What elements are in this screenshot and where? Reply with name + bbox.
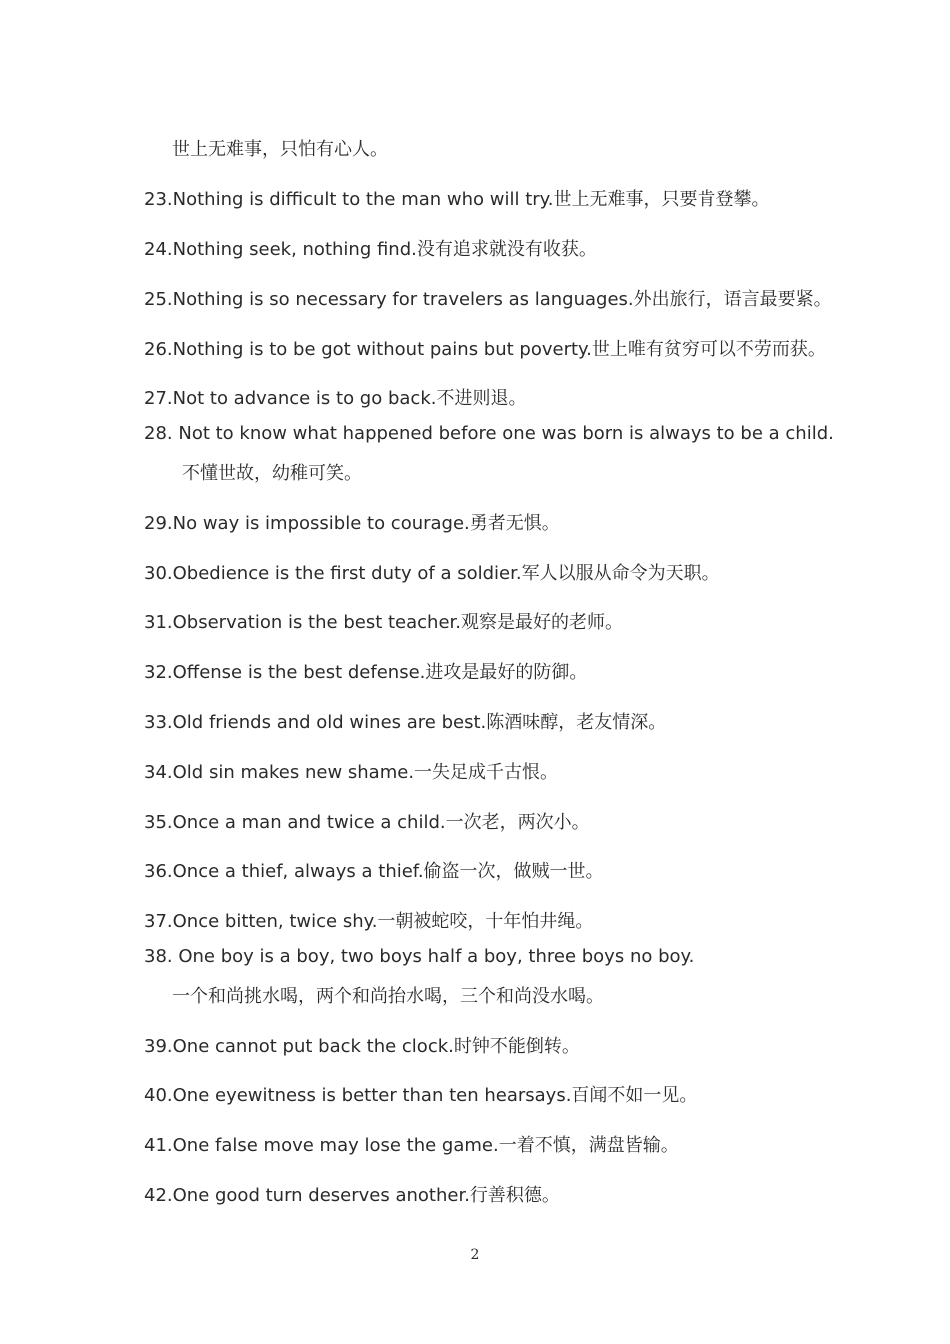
text-line: 40.One eyewitness is better than ten hearsays.百闻不如一见。 [144,1085,698,1106]
text-line: 34.Old sin makes new shame.一失足成千古恨。 [144,762,559,783]
text-line: 39.One cannot put back the clock.时钟不能倒转。 [144,1036,580,1057]
text-line: 世上无难事，只怕有心人。 [172,139,388,160]
text-line: 41.One false move may lose the game.一着不慎，满盘皆输。 [144,1135,679,1156]
text-line: 29.No way is impossible to courage.勇者无惧。 [144,513,560,534]
text-line: 一个和尚挑水喝，两个和尚抬水喝，三个和尚没水喝。 [172,986,604,1007]
text-line: 27.Not to advance is to go back.不进则退。 [144,388,527,409]
text-line: 37.Once bitten, twice shy.一朝被蛇咬，十年怕井绳。 [144,911,594,932]
text-line: 35.Once a man and twice a child.一次老，两次小。 [144,812,590,833]
text-line: 31.Observation is the best teacher.观察是最好的老师。 [144,612,623,633]
text-line: 28. Not to know what happened before one was born is always to be a child. [144,423,834,444]
text-line: 38. One boy is a boy, two boys half a boy, three boys no boy. [144,946,695,967]
text-line: 42.One good turn deserves another.行善积德。 [144,1185,560,1206]
text-line: 25.Nothing is so necessary for travelers as languages.外出旅行，语言最要紧。 [144,289,832,310]
text-line: 26.Nothing is to be got without pains but poverty.世上唯有贫穷可以不劳而获。 [144,339,826,360]
text-line: 24.Nothing seek, nothing find.没有追求就没有收获。 [144,239,597,260]
text-line: 33.Old friends and old wines are best.陈酒味醇，老友情深。 [144,712,667,733]
text-line: 23.Nothing is difficult to the man who will try.世上无难事，只要肯登攀。 [144,189,770,210]
page-number: 2 [470,1247,480,1263]
text-line: 不懂世故，幼稚可笑。 [182,463,362,484]
text-line: 32.Offense is the best defense.进攻是最好的防御。 [144,662,588,683]
text-line: 30.Obedience is the first duty of a soldier.军人以服从命令为天职。 [144,563,720,584]
text-line: 36.Once a thief, always a thief.偷盗一次，做贼一世。 [144,861,604,882]
